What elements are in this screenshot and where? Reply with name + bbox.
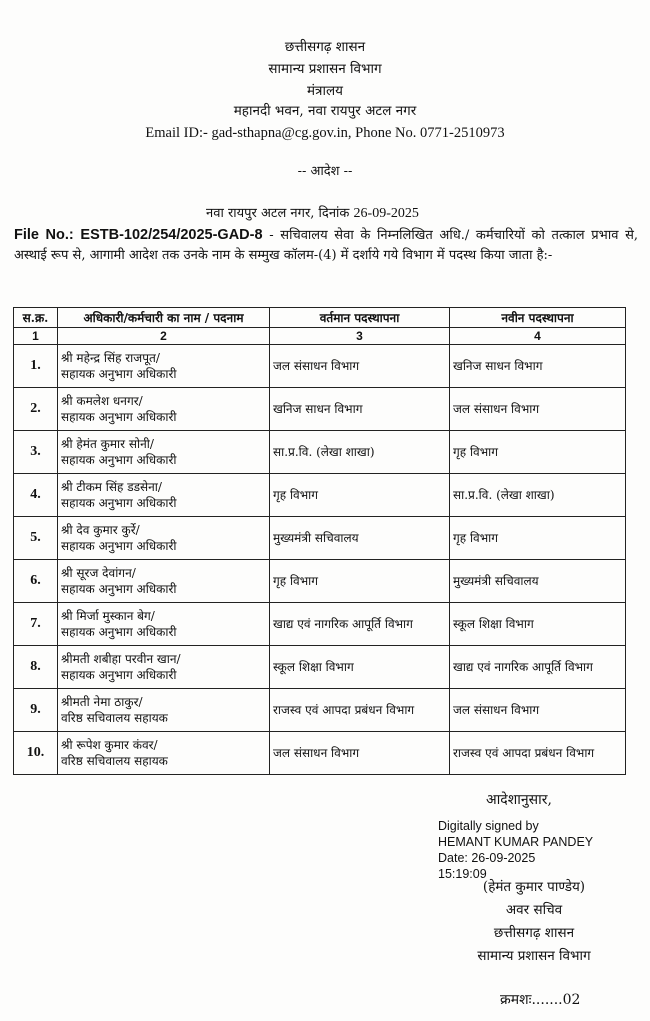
row-new-posting: मुख्यमंत्री सचिवालय	[450, 560, 626, 603]
row-serial: 4.	[14, 474, 58, 517]
row-current-posting: राजस्व एवं आपदा प्रबंधन विभाग	[270, 689, 450, 732]
row-current-posting: सा.प्र.वि. (लेखा शाखा)	[270, 431, 450, 474]
row-new-posting: गृह विभाग	[450, 517, 626, 560]
table-row	[14, 474, 626, 517]
file-number: ESTB-102/254/2025-GAD-8	[80, 227, 263, 243]
employee-designation: सहायक अनुभाग अधिकारी	[61, 539, 177, 553]
col-number: 1	[14, 328, 58, 345]
employee-designation: सहायक अनुभाग अधिकारी	[61, 367, 177, 381]
employee-name: श्री देव कुमार कुर्रे/	[61, 523, 140, 537]
header-govt: छत्तीसगढ़ शासन	[284, 39, 366, 55]
digital-sign-line: 15:19:09	[438, 867, 487, 881]
signer-government: छत्तीसगढ़ शासन	[493, 925, 575, 941]
date-place: नवा रायपुर अटल नगर, दिनांक	[206, 206, 350, 221]
row-name-cell	[58, 646, 270, 689]
signer-department: सामान्य प्रशासन विभाग	[477, 948, 591, 964]
col-header-current: वर्तमान पदस्थापना	[270, 308, 450, 328]
col-number: 2	[58, 328, 270, 345]
order-title: -- आदेश --	[297, 164, 353, 179]
row-new-posting: स्कूल शिक्षा विभाग	[450, 603, 626, 646]
row-name-cell	[58, 603, 270, 646]
row-name-cell	[58, 388, 270, 431]
table-header-row	[14, 308, 626, 328]
table-row	[14, 388, 626, 431]
table-row	[14, 431, 626, 474]
row-new-posting: जल संसाधन विभाग	[450, 388, 626, 431]
row-name-cell	[58, 431, 270, 474]
row-new-posting: खनिज साधन विभाग	[450, 345, 626, 388]
row-serial: 7.	[14, 603, 58, 646]
row-current-posting: जल संसाधन विभाग	[270, 345, 450, 388]
col-number: 3	[270, 328, 450, 345]
signer-details	[434, 876, 634, 968]
digital-sign-line: Date: 26-09-2025	[438, 851, 536, 865]
signer-name: (हेमंत कुमार पाण्डेय)	[482, 879, 586, 895]
col-header-sn: स.क्र.	[14, 308, 58, 328]
row-current-posting: गृह विभाग	[270, 474, 450, 517]
row-current-posting: गृह विभाग	[270, 560, 450, 603]
row-name-cell	[58, 517, 270, 560]
column-number-row	[14, 328, 626, 345]
employee-designation: सहायक अनुभाग अधिकारी	[61, 668, 177, 682]
table-row	[14, 517, 626, 560]
row-current-posting: स्कूल शिक्षा विभाग	[270, 646, 450, 689]
row-name-cell	[58, 560, 270, 603]
digital-sign-line: Digitally signed by	[438, 819, 539, 833]
table-row	[14, 732, 626, 775]
employee-designation: वरिष्ठ सचिवालय सहायक	[61, 754, 168, 768]
employee-designation: वरिष्ठ सचिवालय सहायक	[61, 711, 168, 725]
table-row	[14, 689, 626, 732]
row-new-posting: सा.प्र.वि. (लेखा शाखा)	[450, 474, 626, 517]
posting-table	[13, 307, 626, 775]
order-text: - सचिवालय सेवा के निम्नलिखित अधि./ कर्मचारियों को तत्काल प्रभाव से, अस्थाई रूप से, आगामी आदेश तक उनके नाम के सम्मुख कॉलम-(4) में दर्शाये गये विभाग में पदस्थ किया जाता है:-	[14, 228, 638, 263]
table-row	[14, 646, 626, 689]
employee-name: श्री रूपेश कुमार कंवर/	[61, 738, 158, 752]
row-new-posting: राजस्व एवं आपदा प्रबंधन विभाग	[450, 732, 626, 775]
employee-designation: सहायक अनुभाग अधिकारी	[61, 410, 177, 424]
employee-name: श्रीमती शबीहा परवीन खान/	[61, 652, 181, 666]
header-email-phone: Email ID:- gad-sthapna@cg.gov.in, Phone No. 0771-2510973	[145, 125, 505, 141]
row-current-posting: जल संसाधन विभाग	[270, 732, 450, 775]
employee-name: श्री टीकम सिंह डडसेना/	[61, 480, 162, 494]
row-new-posting: खाद्य एवं नागरिक आपूर्ति विभाग	[450, 646, 626, 689]
row-serial: 2.	[14, 388, 58, 431]
employee-name: श्री सूरज देवांगन/	[61, 566, 136, 580]
employee-name: श्री महेन्द्र सिंह राजपूत/	[61, 351, 160, 365]
row-name-cell	[58, 345, 270, 388]
row-new-posting: जल संसाधन विभाग	[450, 689, 626, 732]
digital-sign-line: HEMANT KUMAR PANDEY	[438, 835, 594, 849]
row-name-cell	[58, 474, 270, 517]
row-serial: 1.	[14, 345, 58, 388]
employee-name: श्री कमलेश धनगर/	[61, 394, 143, 408]
table-row	[14, 603, 626, 646]
file-paragraph	[14, 225, 638, 266]
col-header-new: नवीन पदस्थापना	[450, 308, 626, 328]
row-new-posting: गृह विभाग	[450, 431, 626, 474]
table-row	[14, 345, 626, 388]
col-number: 4	[450, 328, 626, 345]
digital-signature-stamp	[438, 818, 593, 882]
row-serial: 10.	[14, 732, 58, 775]
row-current-posting: खाद्य एवं नागरिक आपूर्ति विभाग	[270, 603, 450, 646]
employee-name: श्रीमती नेमा ठाकुर/	[61, 695, 143, 709]
row-current-posting: मुख्यमंत्री सचिवालय	[270, 517, 450, 560]
row-serial: 3.	[14, 431, 58, 474]
employee-designation: सहायक अनुभाग अधिकारी	[61, 625, 177, 639]
order-date: 26-09-2025	[353, 206, 419, 221]
row-current-posting: खनिज साधन विभाग	[270, 388, 450, 431]
signature-block	[0, 790, 650, 1021]
signer-designation: अवर सचिव	[505, 902, 563, 918]
employee-designation: सहायक अनुभाग अधिकारी	[61, 453, 177, 467]
header-department: सामान्य प्रशासन विभाग	[268, 61, 382, 77]
table-row	[14, 560, 626, 603]
employee-designation: सहायक अनुभाग अधिकारी	[61, 582, 177, 596]
row-serial: 8.	[14, 646, 58, 689]
col-header-name: अधिकारी/कर्मचारी का नाम / पदनाम	[58, 308, 270, 328]
row-name-cell	[58, 732, 270, 775]
employee-name: श्री हेमंत कुमार सोनी/	[61, 437, 154, 451]
row-name-cell	[58, 689, 270, 732]
employee-designation: सहायक अनुभाग अधिकारी	[61, 496, 177, 510]
row-serial: 9.	[14, 689, 58, 732]
date-line	[206, 203, 419, 222]
row-serial: 5.	[14, 517, 58, 560]
employee-name: श्री मिर्जा मुस्कान बेग/	[61, 609, 155, 623]
header-address: महानदी भवन, नवा रायपुर अटल नगर	[233, 103, 417, 119]
by-order-text: आदेशानुसार,	[486, 792, 552, 808]
file-label: File No.:	[14, 227, 74, 243]
continued-marker: क्रमशः.......02	[500, 992, 581, 1008]
header-ministry: मंत्रालय	[306, 83, 343, 99]
row-serial: 6.	[14, 560, 58, 603]
